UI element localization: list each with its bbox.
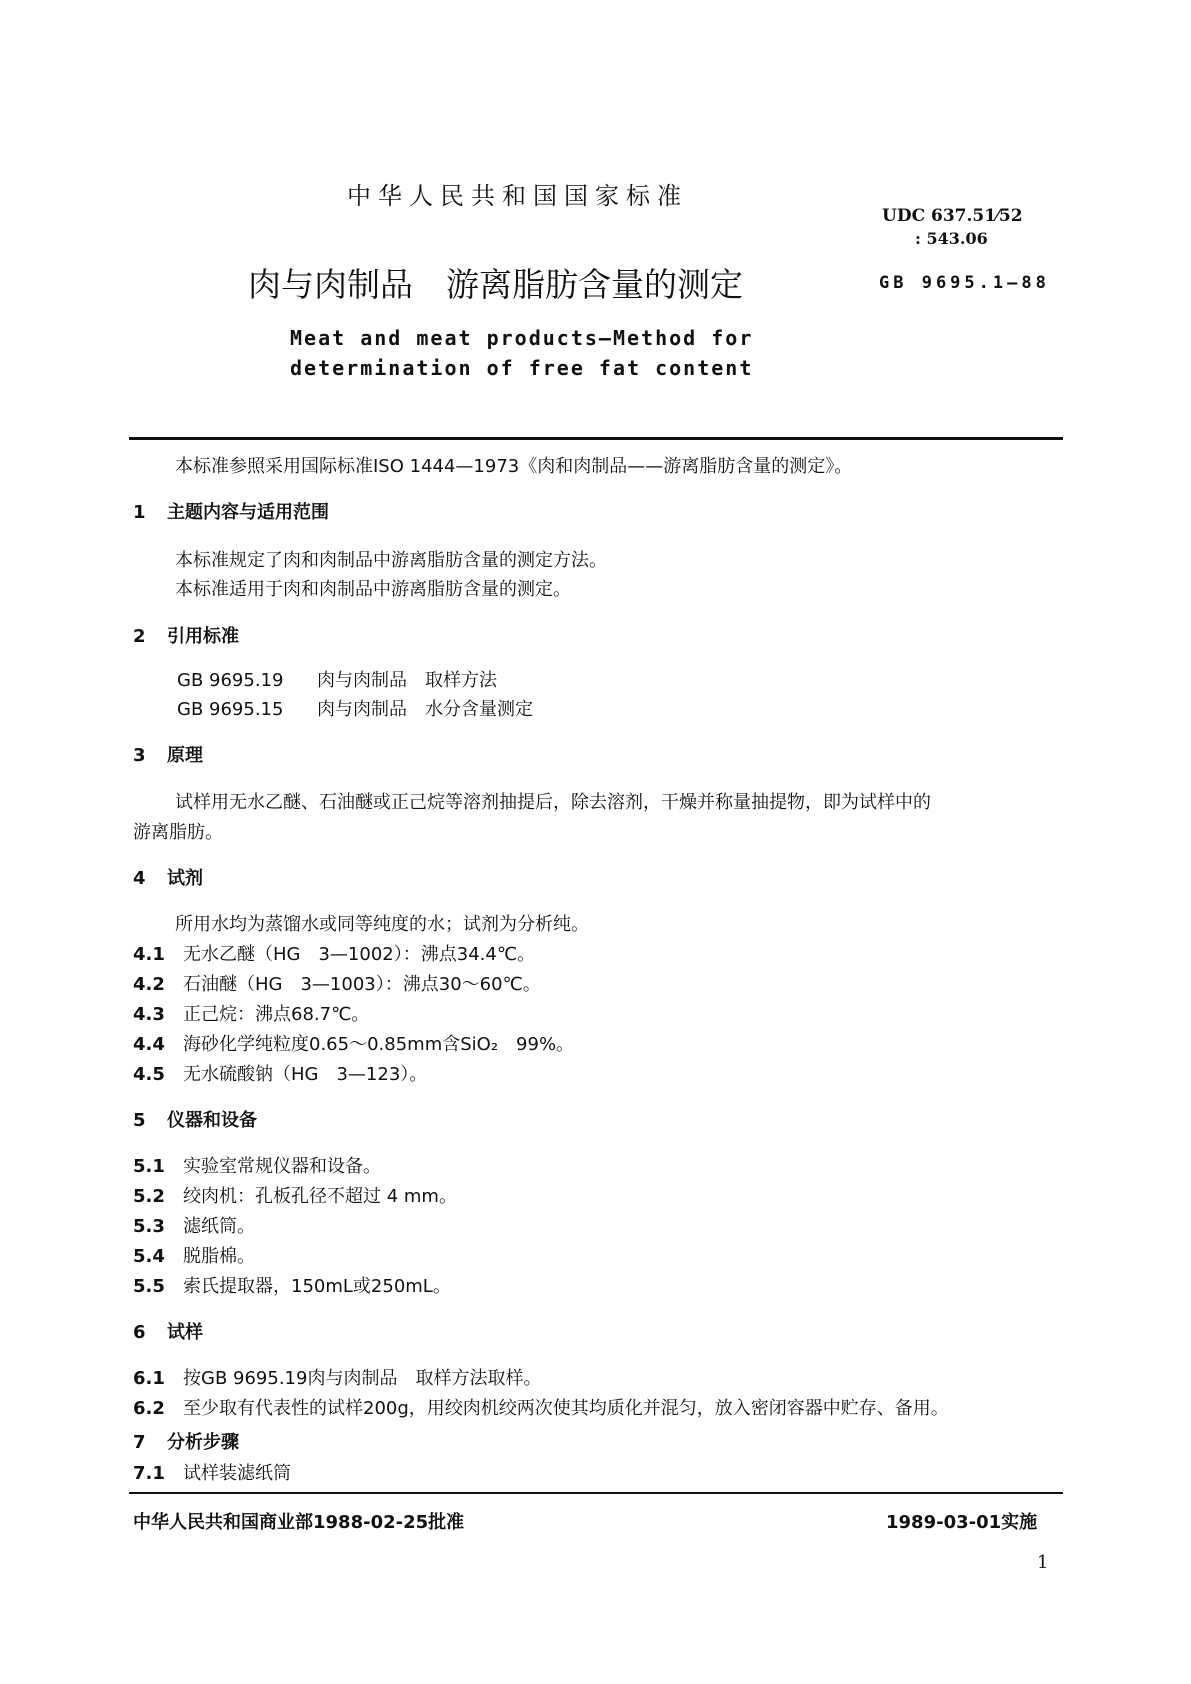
equipment-item: 5.1 实验室常规仪器和设备。 [133, 1156, 381, 1177]
reference-code: GB 9695.15 [177, 699, 284, 720]
document-title-english-line2: determination of free fat content [290, 356, 754, 380]
reference-code: GB 9695.19 [177, 670, 284, 691]
national-standard-heading: 中华人民共和国国家标准 [347, 182, 688, 210]
udc-classification-line1: UDC 637.51⁄52 [882, 206, 1023, 226]
footer-divider [129, 1492, 1063, 1494]
reference-title: 肉与肉制品 取样方法 [317, 670, 497, 691]
section-1-heading [133, 498, 329, 524]
effective-date: 1989-03-01实施 [886, 1512, 1038, 1533]
section-title: 仪器和设备 [167, 1110, 257, 1131]
section-number: 1 [133, 502, 146, 523]
section-number: 3 [133, 745, 146, 766]
section-title: 主题内容与适用范围 [167, 502, 329, 523]
equipment-item: 5.4 脱脂棉。 [133, 1246, 255, 1267]
reference-title: 肉与肉制品 水分含量测定 [317, 699, 533, 720]
section-number: 4 [133, 868, 146, 889]
udc-classification-line2: : 543.06 [915, 229, 988, 248]
page-number: 1 [1037, 1552, 1049, 1573]
section-2-heading [133, 622, 239, 648]
document-title-english-line1: Meat and meat products—Method for [290, 326, 754, 350]
equipment-item: 5.2 绞肉机：孔板孔径不超过 4 mm。 [133, 1186, 457, 1207]
reagent-item: 4.3 正己烷：沸点68.7℃。 [133, 1004, 370, 1025]
reagent-item: 4.1 无水乙醚（HG 3—1002）：沸点34.4℃。 [133, 944, 536, 965]
section-6-heading [133, 1318, 203, 1344]
reagent-item: 4.5 无水硫酸钠（HG 3—123）。 [133, 1064, 428, 1085]
section-3-paragraph-2: 游离脂肪。 [133, 822, 223, 843]
section-3-heading [133, 741, 203, 767]
section-title: 试剂 [167, 868, 203, 889]
intro-paragraph: 本标准参照采用国际标准ISO 1444—1973《肉和肉制品——游离脂肪含量的测定》。 [175, 456, 853, 477]
reagent-item: 4.2 石油醚（HG 3—1003）：沸点30～60℃。 [133, 974, 541, 995]
section-4-heading [133, 864, 203, 890]
equipment-item: 5.5 索氏提取器，150mL或250mL。 [133, 1276, 451, 1297]
document-title-chinese: 肉与肉制品 游离脂肪含量的测定 [248, 265, 743, 304]
section-title: 引用标准 [167, 626, 239, 647]
section-number: 5 [133, 1110, 146, 1131]
section-number: 2 [133, 626, 146, 647]
section-4-paragraph: 所用水均为蒸馏水或同等纯度的水；试剂为分析纯。 [175, 914, 589, 935]
section-number: 6 [133, 1322, 146, 1343]
section-number: 7 [133, 1432, 146, 1453]
section-5-heading [133, 1106, 257, 1132]
approval-statement: 中华人民共和国商业部1988-02-25批准 [133, 1512, 465, 1533]
sample-item: 6.2 至少取有代表性的试样200g，用绞肉机绞两次使其均质化并混匀，放入密闭容器中贮存、备用。 [133, 1398, 949, 1419]
gb-standard-code: GB 9695.1—88 [879, 273, 1050, 293]
equipment-item: 5.3 滤纸筒。 [133, 1216, 255, 1237]
section-title: 分析步骤 [167, 1432, 239, 1453]
section-title: 原理 [167, 745, 203, 766]
section-1-paragraph-2: 本标准适用于肉和肉制品中游离脂肪含量的测定。 [175, 579, 571, 600]
header-divider [129, 437, 1063, 440]
section-title: 试样 [167, 1322, 203, 1343]
reference-standard-2 [177, 695, 533, 721]
reagent-item: 4.4 海砂化学纯粒度0.65～0.85mm含SiO₂ 99%。 [133, 1034, 575, 1055]
section-1-paragraph-1: 本标准规定了肉和肉制品中游离脂肪含量的测定方法。 [175, 550, 607, 571]
reference-standard-1 [177, 666, 497, 692]
sample-item: 6.1 按GB 9695.19肉与肉制品 取样方法取样。 [133, 1368, 542, 1389]
section-7-heading [133, 1428, 239, 1454]
procedure-item: 7.1 试样装滤纸筒 [133, 1463, 291, 1484]
section-3-paragraph-1: 试样用无水乙醚、石油醚或正己烷等溶剂抽提后，除去溶剂，干燥并称量抽提物，即为试样中的 [175, 792, 931, 813]
